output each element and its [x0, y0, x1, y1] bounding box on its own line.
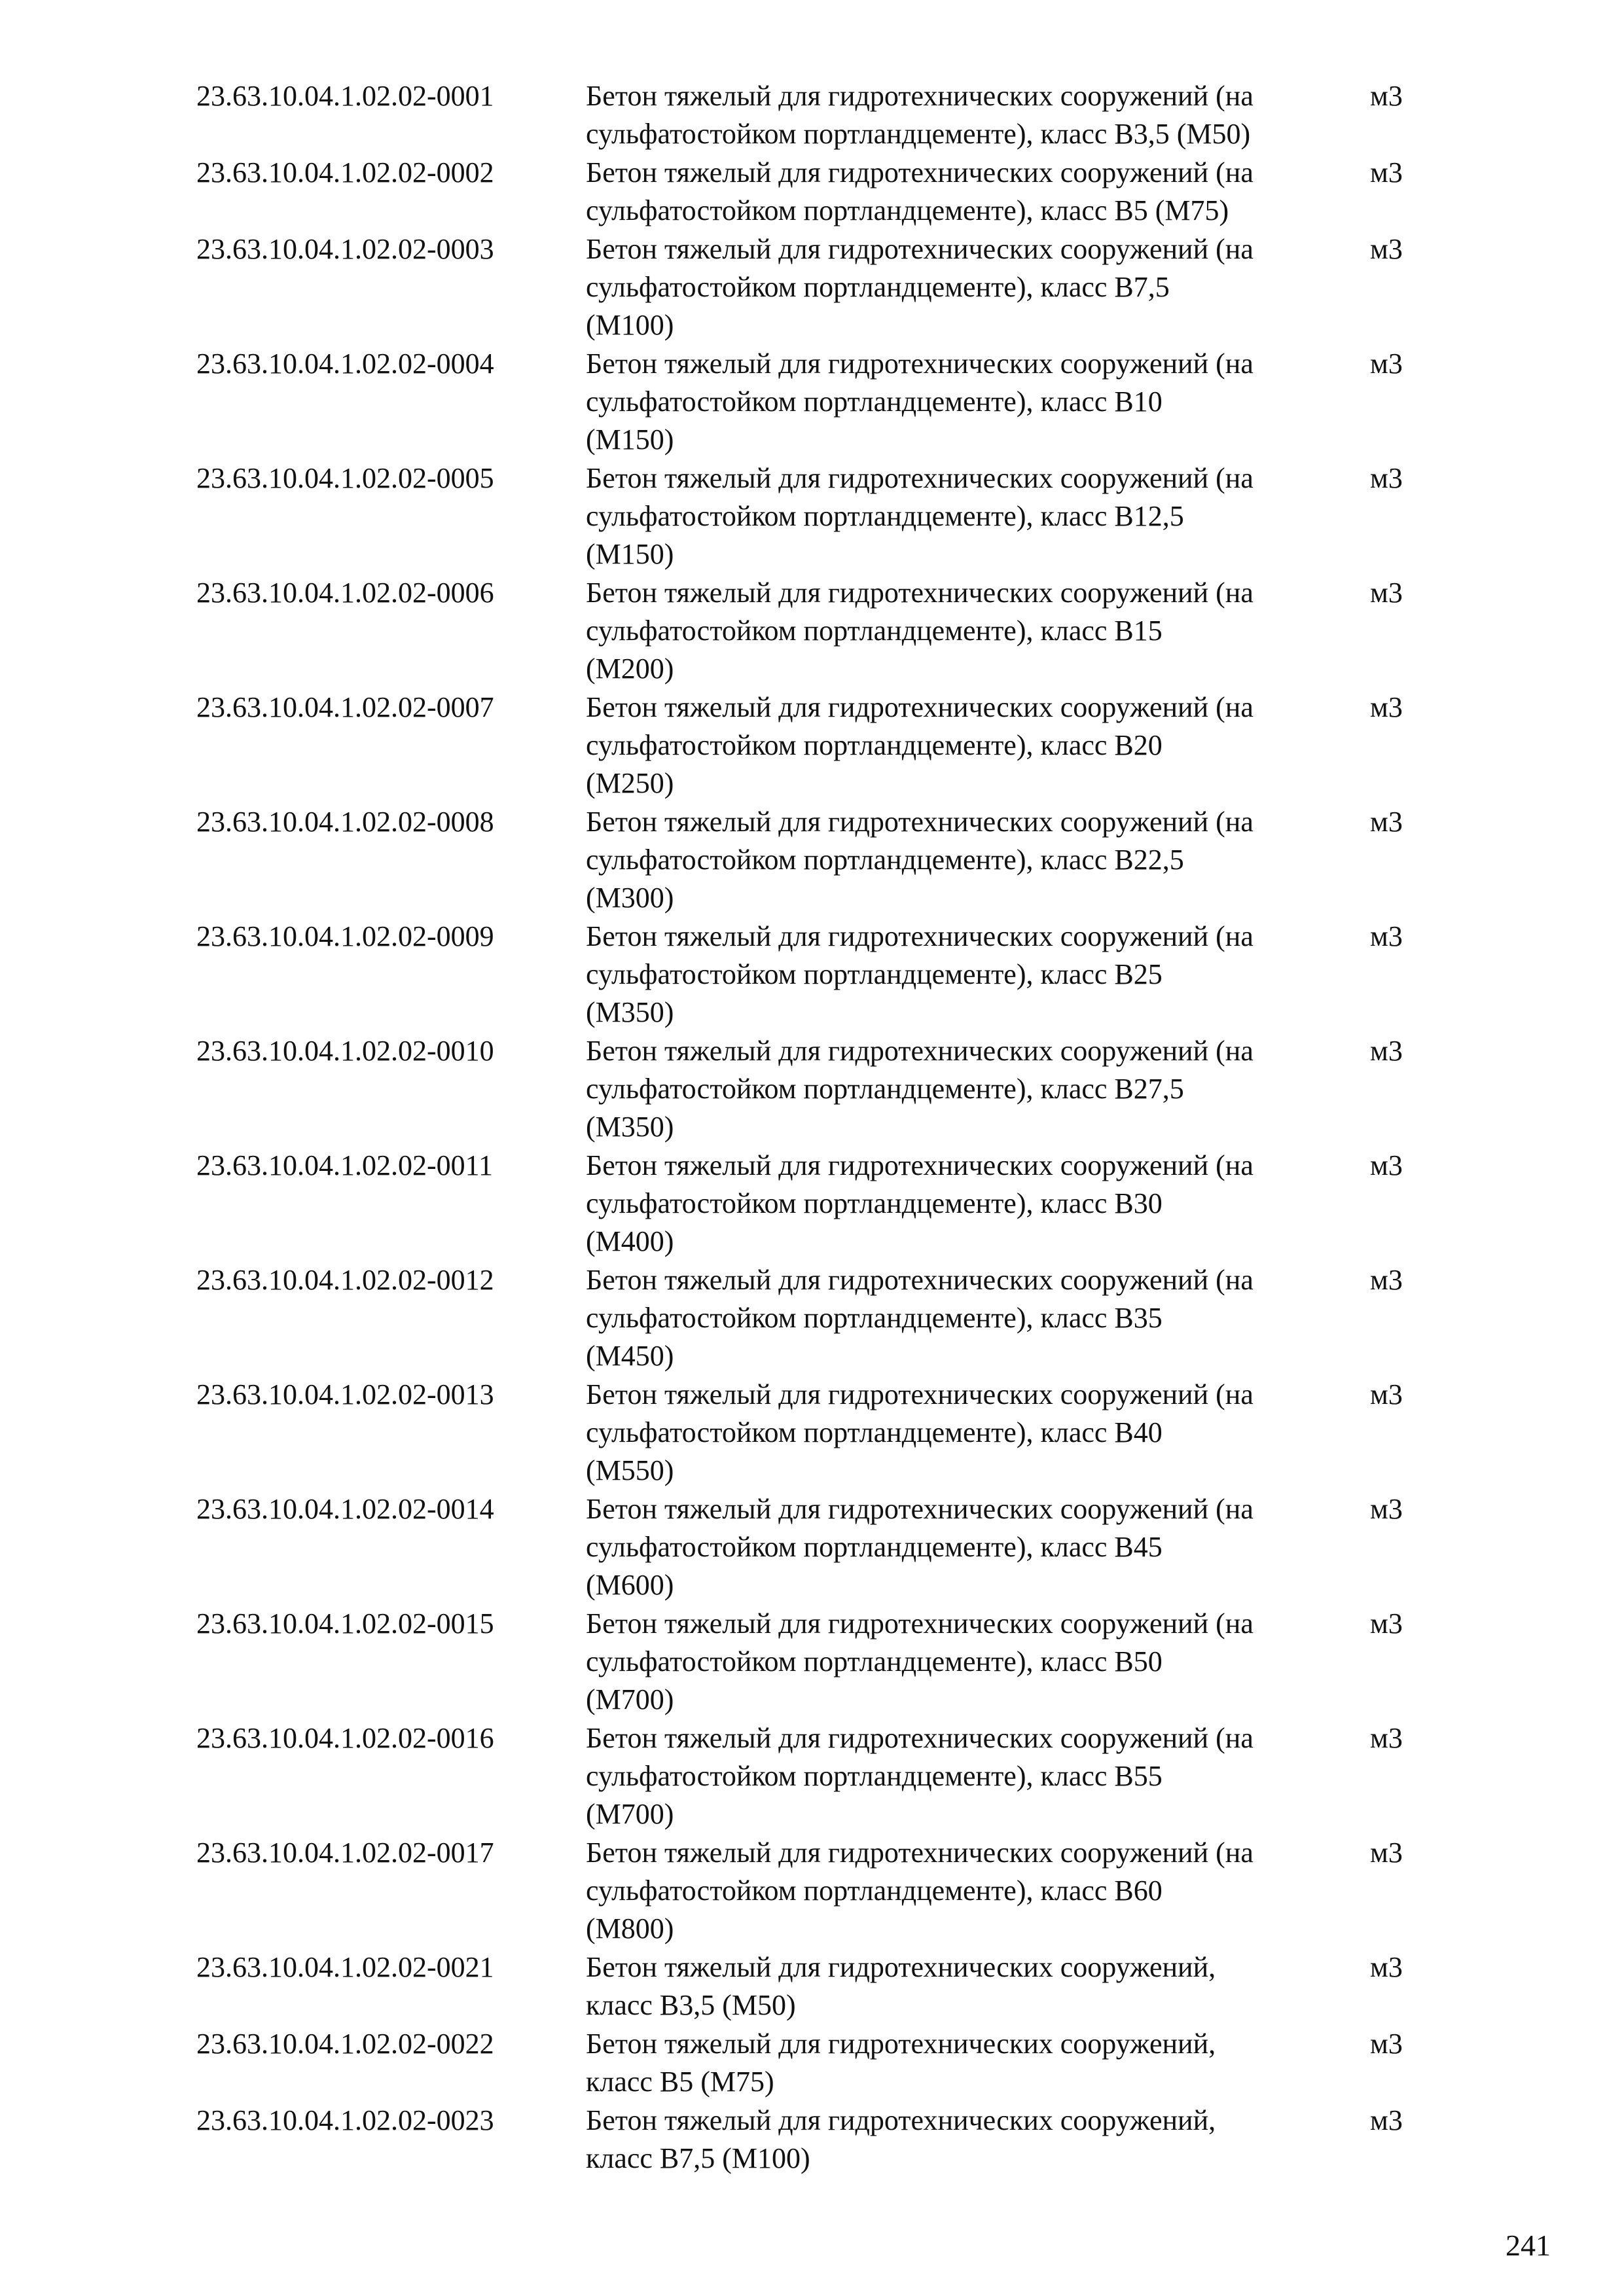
- resource-unit: м3: [1370, 577, 1403, 609]
- resource-name-line: сульфатостойком портландцементе), класс В50: [586, 1645, 1163, 1677]
- resource-entry: [196, 2102, 1414, 2178]
- resource-code: 23.63.10.04.1.02.02-0011: [196, 1149, 494, 1181]
- resource-unit: м3: [1370, 1837, 1403, 1869]
- resource-unit: м3: [1370, 2104, 1403, 2136]
- resource-name-line: Бетон тяжелый для гидротехнических сооружений (на: [586, 1378, 1254, 1410]
- resource-unit: м3: [1370, 80, 1403, 112]
- resource-name-line: Бетон тяжелый для гидротехнических сооружений (на: [586, 1264, 1254, 1296]
- resource-name-line: Бетон тяжелый для гидротехнических сооружений (на: [586, 691, 1254, 723]
- resource-name-line: сульфатостойком портландцементе), класс В7,5: [586, 271, 1170, 303]
- resource-entry: [196, 1605, 1414, 1719]
- resource-name-line: Бетон тяжелый для гидротехнических сооружений (на: [586, 1035, 1254, 1067]
- resource-name: [586, 1834, 1370, 1948]
- resource-name-line: Бетон тяжелый для гидротехнических сооружений (на: [586, 1837, 1254, 1869]
- resource-name-line: сульфатостойком портландцементе), класс В20: [586, 729, 1163, 761]
- resource-name: [586, 689, 1370, 802]
- resource-name-line: (М250): [586, 767, 674, 799]
- page-number: 241: [1506, 2229, 1551, 2262]
- resource-entry: [196, 1948, 1414, 2024]
- resource-name: [586, 574, 1370, 688]
- resource-code: 23.63.10.04.1.02.02-0010: [196, 1035, 494, 1067]
- resource-name: [586, 154, 1370, 230]
- resource-entry: [196, 1490, 1414, 1604]
- resource-entry: [196, 1147, 1414, 1261]
- resource-name-line: Бетон тяжелый для гидротехнических сооружений (на: [586, 233, 1254, 265]
- resource-name-line: класс В7,5 (М100): [586, 2142, 810, 2174]
- resource-entry: [196, 154, 1414, 230]
- resource-name-line: Бетон тяжелый для гидротехнических сооружений (на: [586, 1493, 1254, 1525]
- resource-name: [586, 1948, 1370, 2024]
- resource-name-line: Бетон тяжелый для гидротехнических сооружений (на: [586, 348, 1254, 380]
- resource-entry: [196, 574, 1414, 688]
- resource-name-line: (М150): [586, 423, 674, 456]
- resource-entry: [196, 459, 1414, 573]
- resource-entry: [196, 1834, 1414, 1948]
- resource-name-line: Бетон тяжелый для гидротехнических сооружений,: [586, 2104, 1216, 2136]
- resource-code: 23.63.10.04.1.02.02-0007: [196, 691, 494, 723]
- resource-name-line: сульфатостойком портландцементе), класс В60: [586, 1874, 1163, 1907]
- resource-code: 23.63.10.04.1.02.02-0008: [196, 806, 494, 838]
- resource-name-line: сульфатостойком портландцементе), класс В22,5: [586, 844, 1184, 876]
- resource-name: [586, 230, 1370, 344]
- resource-code: 23.63.10.04.1.02.02-0001: [196, 80, 494, 112]
- resource-entry: [196, 918, 1414, 1031]
- resource-entry: [196, 1032, 1414, 1146]
- resource-name-line: Бетон тяжелый для гидротехнических сооружений (на: [586, 80, 1254, 112]
- resource-name: [586, 2025, 1370, 2101]
- resource-name-line: (М350): [586, 996, 674, 1028]
- resource-name: [586, 1719, 1370, 1833]
- resource-entry: [196, 689, 1414, 802]
- resource-name-line: сульфатостойком портландцементе), класс В12,5: [586, 500, 1184, 532]
- resource-name-line: (М300): [586, 882, 674, 914]
- resource-code: 23.63.10.04.1.02.02-0015: [196, 1607, 494, 1640]
- resource-unit: м3: [1370, 462, 1403, 494]
- resource-name: [586, 345, 1370, 459]
- resource-name: [586, 1376, 1370, 1490]
- resource-name-line: Бетон тяжелый для гидротехнических сооружений (на: [586, 577, 1254, 609]
- resource-unit: м3: [1370, 1149, 1403, 1181]
- resource-code: 23.63.10.04.1.02.02-0004: [196, 348, 494, 380]
- resource-code: 23.63.10.04.1.02.02-0005: [196, 462, 494, 494]
- resource-name-line: сульфатостойком портландцементе), класс В45: [586, 1531, 1163, 1563]
- resource-name-line: Бетон тяжелый для гидротехнических сооружений (на: [586, 1149, 1254, 1181]
- resource-name-line: Бетон тяжелый для гидротехнических сооружений,: [586, 2028, 1216, 2060]
- resource-name-line: сульфатостойком портландцементе), класс В35: [586, 1302, 1163, 1334]
- resource-name-line: сульфатостойком портландцементе), класс В10: [586, 386, 1163, 418]
- resource-list: [196, 77, 1414, 2178]
- resource-code: 23.63.10.04.1.02.02-0023: [196, 2104, 494, 2136]
- resource-name-line: (М600): [586, 1569, 674, 1601]
- resource-code: 23.63.10.04.1.02.02-0013: [196, 1378, 494, 1410]
- resource-name-line: класс В5 (М75): [586, 2066, 774, 2098]
- resource-name: [586, 918, 1370, 1031]
- resource-unit: м3: [1370, 806, 1403, 838]
- resource-entry: [196, 230, 1414, 344]
- resource-unit: м3: [1370, 1264, 1403, 1296]
- resource-name-line: (М450): [586, 1340, 674, 1372]
- resource-name: [586, 1261, 1370, 1375]
- resource-name-line: сульфатостойком портландцементе), класс В25: [586, 958, 1163, 990]
- resource-name: [586, 459, 1370, 573]
- resource-unit: м3: [1370, 2028, 1403, 2060]
- resource-name-line: класс В3,5 (М50): [586, 1989, 796, 2021]
- resource-entry: [196, 1261, 1414, 1375]
- resource-entry: [196, 1376, 1414, 1490]
- resource-name: [586, 1147, 1370, 1261]
- resource-name-line: (М350): [586, 1111, 674, 1143]
- resource-unit: м3: [1370, 691, 1403, 723]
- resource-name-line: Бетон тяжелый для гидротехнических сооружений (на: [586, 1607, 1254, 1640]
- resource-name-line: Бетон тяжелый для гидротехнических сооружений (на: [586, 156, 1254, 188]
- resource-code: 23.63.10.04.1.02.02-0014: [196, 1493, 494, 1525]
- resource-name: [586, 803, 1370, 917]
- resource-name-line: (М700): [586, 1683, 674, 1715]
- resource-unit: м3: [1370, 348, 1403, 380]
- resource-name-line: (М550): [586, 1454, 674, 1486]
- resource-name-line: сульфатостойком портландцементе), класс В55: [586, 1760, 1163, 1792]
- resource-name: [586, 1605, 1370, 1719]
- resource-name: [586, 2102, 1370, 2178]
- resource-entry: [196, 1719, 1414, 1833]
- resource-name-line: (М800): [586, 1912, 674, 1945]
- resource-name-line: (М200): [586, 653, 674, 685]
- resource-unit: м3: [1370, 1607, 1403, 1640]
- resource-unit: м3: [1370, 233, 1403, 265]
- resource-name-line: (М150): [586, 538, 674, 570]
- resource-name-line: сульфатостойком портландцементе), класс В30: [586, 1187, 1163, 1219]
- resource-name-line: (М100): [586, 309, 674, 341]
- resource-name: [586, 1032, 1370, 1146]
- resource-name-line: сульфатостойком портландцементе), класс В15: [586, 615, 1163, 647]
- resource-name-line: Бетон тяжелый для гидротехнических сооружений (на: [586, 462, 1254, 494]
- resource-name-line: сульфатостойком портландцементе), класс В40: [586, 1416, 1163, 1448]
- document-body: [196, 77, 1414, 2178]
- resource-name-line: Бетон тяжелый для гидротехнических сооружений (на: [586, 1722, 1254, 1754]
- resource-name: [586, 77, 1370, 153]
- resource-entry: [196, 77, 1414, 153]
- resource-code: 23.63.10.04.1.02.02-0002: [196, 156, 494, 188]
- resource-code: 23.63.10.04.1.02.02-0017: [196, 1837, 494, 1869]
- resource-code: 23.63.10.04.1.02.02-0012: [196, 1264, 494, 1296]
- resource-name-line: сульфатостойком портландцементе), класс В3,5 (М50): [586, 118, 1251, 150]
- resource-code: 23.63.10.04.1.02.02-0006: [196, 577, 494, 609]
- resource-unit: м3: [1370, 1951, 1403, 1983]
- resource-name-line: Бетон тяжелый для гидротехнических сооружений (на: [586, 806, 1254, 838]
- resource-code: 23.63.10.04.1.02.02-0016: [196, 1722, 494, 1754]
- resource-entry: [196, 803, 1414, 917]
- resource-code: 23.63.10.04.1.02.02-0003: [196, 233, 494, 265]
- resource-unit: м3: [1370, 1493, 1403, 1525]
- resource-name-line: сульфатостойком портландцементе), класс В27,5: [586, 1073, 1184, 1105]
- resource-code: 23.63.10.04.1.02.02-0022: [196, 2028, 494, 2060]
- resource-unit: м3: [1370, 1378, 1403, 1410]
- resource-name-line: (М700): [586, 1798, 674, 1830]
- resource-unit: м3: [1370, 156, 1403, 188]
- resource-unit: м3: [1370, 1035, 1403, 1067]
- resource-name-line: (М400): [586, 1225, 674, 1257]
- resource-name-line: Бетон тяжелый для гидротехнических сооружений (на: [586, 920, 1254, 952]
- resource-code: 23.63.10.04.1.02.02-0021: [196, 1951, 494, 1983]
- resource-unit: м3: [1370, 920, 1403, 952]
- resource-code: 23.63.10.04.1.02.02-0009: [196, 920, 494, 952]
- resource-unit: м3: [1370, 1722, 1403, 1754]
- resource-name-line: сульфатостойком портландцементе), класс В5 (М75): [586, 194, 1229, 226]
- resource-entry: [196, 345, 1414, 459]
- resource-entry: [196, 2025, 1414, 2101]
- resource-name: [586, 1490, 1370, 1604]
- resource-name-line: Бетон тяжелый для гидротехнических сооружений,: [586, 1951, 1216, 1983]
